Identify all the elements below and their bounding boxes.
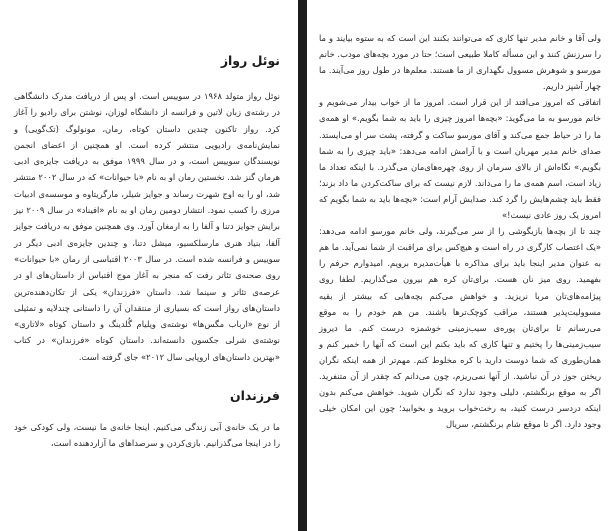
story-title-heading: فرزندان (229, 388, 280, 404)
author-heading: نوئل رواز (220, 53, 280, 68)
story-paragraph-3: چند تا از بچه‌ها بازیگوشی را از سر می‌گیرند، ولی خانم مورسو ادامه می‌دهد: «یک اعتصاب کارگری در راه است و هیچ‌کس برای مراقبت از شما نمی‌آید. ما هم به عنوان مدیر اینجا باید برای مذاکره با هیأت‌مدیره برویم. امیدوارم حرفم را بفهمید. روی میز نان هست. برای‌تان کره هم بیرون می‌گذاریم. لطفا روی پیژامه‌های‌تان مربا نریزید. و خواهش می‌کنم بچه‌هایی که بیشتر از بقیه مسوولیت‌پذیر هستند، مراقب کوچک‌ترها باشند. من هم خودم را به موقع می‌رسانم تا برای‌تان پوره‌ی سیب‌زمینی خوشمزه درست کنم. ما دیروز سیب‌زمینی‌ها را پختیم و تنها کاری که باید بکنم این است که آنها را خمیر کنم و همان‌طوری که شما دوست دارید با کره مخلوط کنم. مهم‌تر از همه اینکه نگران ریختن جوز در آن نباشید. از آنها نمی‌ریزم، چون می‌دانم که چقدر از آن متنفرید. اگر به موقع برنگشتم، دلیلی وجود ندارد که نگران شوید. خواهش می‌کنم بدون اینکه دردسر درست کنید، به رخت‌خواب بروید و بخوابید؛ چون این امکان خیلی وجود دارد. اگر تا موقع شام برنگشتم، سریال (319, 226, 601, 430)
book-gutter (298, 0, 307, 531)
author-bio-paragraph: نوئل رواز متولد ۱۹۶۸ در سوییس است. او پس از دریافت مدرک دانشگاهی در رشته‌ی زبان لاتین و فرانسه از دانشگاه لوزان، نوشتن برای رادیو را آغاز کرد. رواز تاکنون چندین داستان کوتاه، رمان، مونولوگ (تک‌گویی) و نمایش‌نامه‌ی رادیویی منتشر کرده است. او همچنین از اعضای انجمن نویسندگان سوییس است، و در سال ۱۹۹۹ موفق به دریافت جایزه‌ی ادبی هرمان گنز شد. نخستین رمان او به نام «با حیوانات» که در سال ۲۰۰۲ منتشر شد، او را به اوج شهرت رساند و جوایز شیلر، مارگریتاوه و موسسه‌ی ادبیات مرزی را کسب نمود. انتشار دومین رمان او به نام «افیناد» در سال ۲۰۰۹ نیز برایش جوایز دتنا و آلفا را به ارمغان آورد. وی همچنین موفق به دریافت جوایز آلفا، بنیاد هنری مارسلکسیو، میشل دتنا، و چندین جایزه‌ی ادبی دیگر در سوییس و فرانسه شده است. در سال ۲۰۰۳ اقتباسی از رمان «با حیوانات» روی صحنه‌ی تئاتر رفت که منجر به آغاز موج اقتباس از داستان‌های او در عرصه‌ی تئاتر و سینما شد. داستان «فرزندان» یکی از تکان‌دهنده‌ترین داستان‌های رواز است که بسیاری از منتقدان آن را داستانی چندلایه و تمثیلی از نوع «ارباب مگس‌ها» نوشته‌ی ویلیام گُلدینگ و داستان کوتاه «لاتاری» نوشته‌ی شرلی جکسون دانسته‌اند. داستان کوتاه «فرزندان» در کتاب «بهترین داستان‌های اروپایی سال ۲۰۱۲» جای گرفته است. (14, 91, 281, 362)
story-paragraph-2: اتفاقی که امروز می‌افتد از این قرار است. امروز ما از خواب بیدار می‌شویم و خانم مورسو به ما می‌گوید: «بچه‌ها امروز چیزی را باید به شما بگویم.» او همه‌ی ما را در حیاط جمع می‌کند و آقای مورسو ساکت و گرفته، پشت سر او می‌ایستد. صدای خانم مدیر مهربان است و با آرامش ادامه می‌دهد: «باید چیزی را به شما بگویم.» نگاه‌اش از بالای سرمان از روی چهره‌های‌مان می‌گذرد. با اینکه تعداد ما زیاد است، اسم همه‌ی ما را می‌داند. لازم نیست که برای ساکت‌کردن ما داد بزند؛ فقط باید چشم‌هایش را گرد کند. صدایش آرام است: «بچه‌ها باید به شما بگویم که امروز یک روز عادی نیست!» (319, 97, 601, 221)
story-paragraph-1: ولی آقا و خانم مدیر تنها کاری که می‌توانند بکنند این است که به ستوه بیایند و ما را سرزنش کنند و این مسأله کاملا طبیعی است؛ حتا در مورد بچه‌های مودب. خانم مورسو و شوهرش مسوول نگهداری از ما هستند. معلم‌ها در طول روز می‌آیند. ما چهار آشپز داریم. (319, 33, 601, 92)
story-opening-paragraph: ما در یک خانه‌ی آبی زندگی می‌کنیم. اینجا خانه‌ی ما نیست، ولی کودکی خود را در اینجا می‌گذرانیم. بازی‌کردن و سرصداهای ما آزاردهنده است، (14, 422, 280, 449)
left-page (0, 0, 298, 531)
right-page (307, 0, 615, 531)
